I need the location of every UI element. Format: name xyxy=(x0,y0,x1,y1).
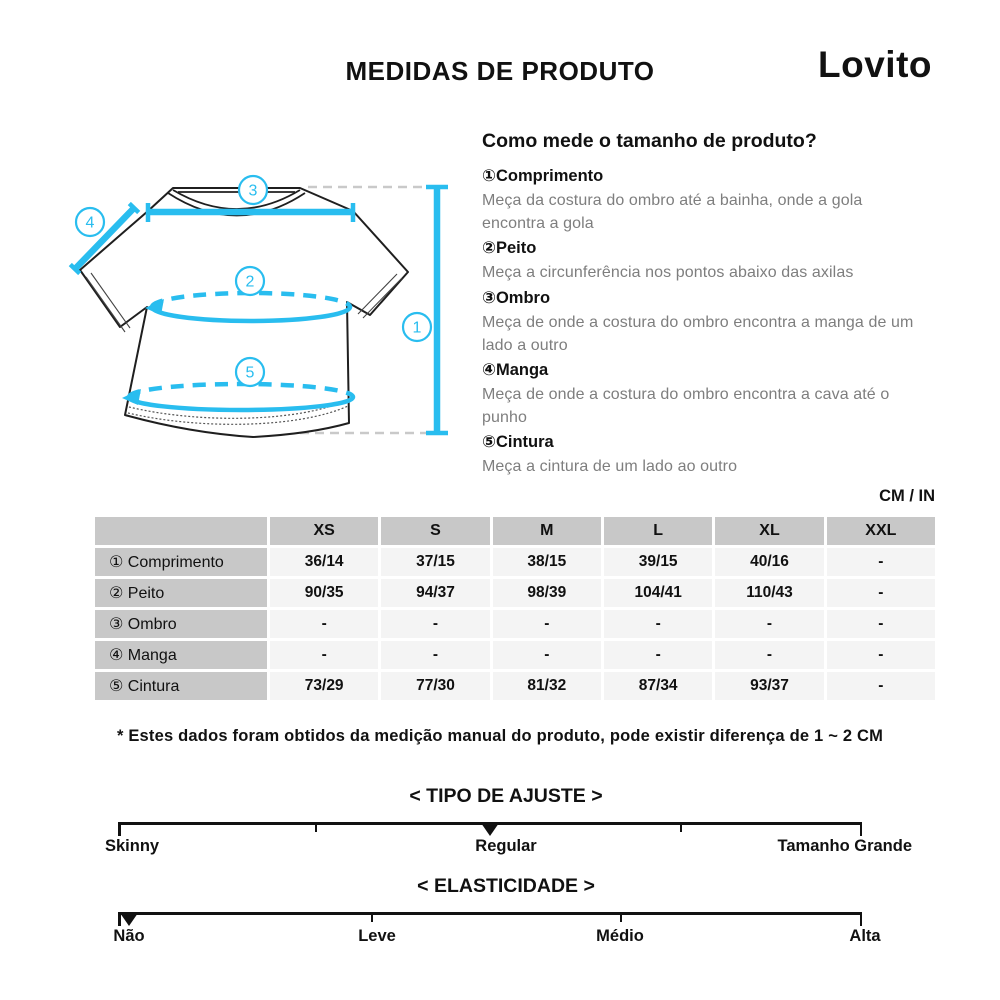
elasticity-scale xyxy=(100,875,912,953)
tick xyxy=(620,912,622,922)
elasticity-track xyxy=(118,912,862,929)
table-cell: - xyxy=(715,641,823,669)
row-label-peito: ② Peito xyxy=(95,579,267,607)
table-cell: - xyxy=(827,579,935,607)
elasticity-label-nao: Não xyxy=(113,927,145,945)
guide-item-title-manga: ④Manga xyxy=(482,360,549,379)
elasticity-label-medio: Médio xyxy=(596,927,644,945)
column-header-l: L xyxy=(604,517,712,545)
guide-item-title-peito: ②Peito xyxy=(482,239,537,258)
fit-label-skinny: Skinny xyxy=(105,837,160,855)
table-cell: 98/39 xyxy=(493,579,601,607)
guide-item-title-ombro: ③Ombro xyxy=(482,288,551,307)
table-cell: 37/15 xyxy=(381,548,489,576)
guide-heading: Como mede o tamanho de produto? xyxy=(482,130,817,152)
table-cell: - xyxy=(381,610,489,638)
measurement-guide xyxy=(482,130,934,481)
guide-item-desc-manga: Meça de onde a costura do ombro encontra a cava até o punho xyxy=(482,385,890,427)
fit-type-title: < TIPO DE AJUSTE > xyxy=(409,785,603,807)
elasticity-label-leve: Leve xyxy=(358,927,396,945)
column-header-m: M xyxy=(493,517,601,545)
table-cell: - xyxy=(270,641,378,669)
page-title: MEDIDAS DE PRODUTO xyxy=(345,56,655,86)
fit-type-marker-icon xyxy=(481,823,499,836)
tick xyxy=(860,912,863,926)
table-cell: 77/30 xyxy=(381,672,489,700)
elasticity-label-alta: Alta xyxy=(849,927,881,945)
table-cell: 93/37 xyxy=(715,672,823,700)
table-cell: 40/16 xyxy=(715,548,823,576)
row-label-cintura: ⑤ Cintura xyxy=(95,672,267,700)
table-cell: - xyxy=(827,548,935,576)
table-cell: - xyxy=(270,610,378,638)
row-label-manga: ④ Manga xyxy=(95,641,267,669)
row-label-ombro: ③ Ombro xyxy=(95,610,267,638)
badge-3: 3 xyxy=(248,182,258,200)
table-cell: 39/15 xyxy=(604,548,712,576)
fit-label-regular: Regular xyxy=(475,837,537,855)
table-cell: - xyxy=(381,641,489,669)
badge-5: 5 xyxy=(245,364,255,382)
column-header-xxl: XXL xyxy=(827,517,935,545)
table-cell: - xyxy=(604,610,712,638)
tick xyxy=(860,822,863,836)
size-table xyxy=(95,517,935,700)
table-cell: - xyxy=(493,610,601,638)
table-cell: 94/37 xyxy=(381,579,489,607)
tick xyxy=(371,912,373,922)
table-cell: 81/32 xyxy=(493,672,601,700)
table-cell: - xyxy=(604,641,712,669)
table-cell: - xyxy=(715,610,823,638)
elasticity-title: < ELASTICIDADE > xyxy=(417,875,595,897)
fit-label-tamanho-grande: Tamanho Grande xyxy=(777,837,912,855)
badge-4: 4 xyxy=(85,214,95,232)
table-cell: 87/34 xyxy=(604,672,712,700)
measurement-disclaimer: * Estes dados foram obtidos da medição manual do produto, pode existir diferença de 1 ~ 2 CM xyxy=(116,727,884,745)
fit-type-scale xyxy=(100,785,912,863)
table-cell: 38/15 xyxy=(493,548,601,576)
tshirt-measurement-diagram xyxy=(50,150,480,460)
table-cell: 73/29 xyxy=(270,672,378,700)
elasticity-marker-icon xyxy=(120,913,138,926)
guide-item-desc-ombro: Meça de onde a costura do ombro encontra a manga de um lado a outro xyxy=(482,313,914,354)
tick xyxy=(118,822,121,836)
table-cell: - xyxy=(493,641,601,669)
row-label-comprimento: ① Comprimento xyxy=(95,548,267,576)
table-cell: - xyxy=(827,610,935,638)
brand-logo: Lovito xyxy=(818,44,932,85)
column-header-xs: XS xyxy=(270,517,378,545)
table-cell: 110/43 xyxy=(715,579,823,607)
column-header-xl: XL xyxy=(715,517,823,545)
guide-item-desc-peito: Meça a circunferência nos pontos abaixo das axilas xyxy=(482,264,854,282)
guide-item-title-comprimento: ①Comprimento xyxy=(482,167,604,185)
table-cell: - xyxy=(827,672,935,700)
column-header-s: S xyxy=(381,517,489,545)
tick xyxy=(680,822,682,832)
tick xyxy=(315,822,317,832)
table-cell: 36/14 xyxy=(270,548,378,576)
guide-item-title-cintura: ⑤Cintura xyxy=(482,433,554,452)
badge-1: 1 xyxy=(412,319,422,337)
table-cell: 90/35 xyxy=(270,579,378,607)
guide-item-desc-cintura: Meça a cintura de um lado ao outro xyxy=(482,458,738,476)
table-corner-cell xyxy=(95,517,267,545)
unit-label: CM / IN xyxy=(879,487,935,505)
badge-2: 2 xyxy=(245,273,255,291)
guide-item-desc-comprimento: Meça da costura do ombro até a bainha, onde a gola encontra a gola xyxy=(482,192,863,233)
table-cell: 104/41 xyxy=(604,579,712,607)
table-cell: - xyxy=(827,641,935,669)
